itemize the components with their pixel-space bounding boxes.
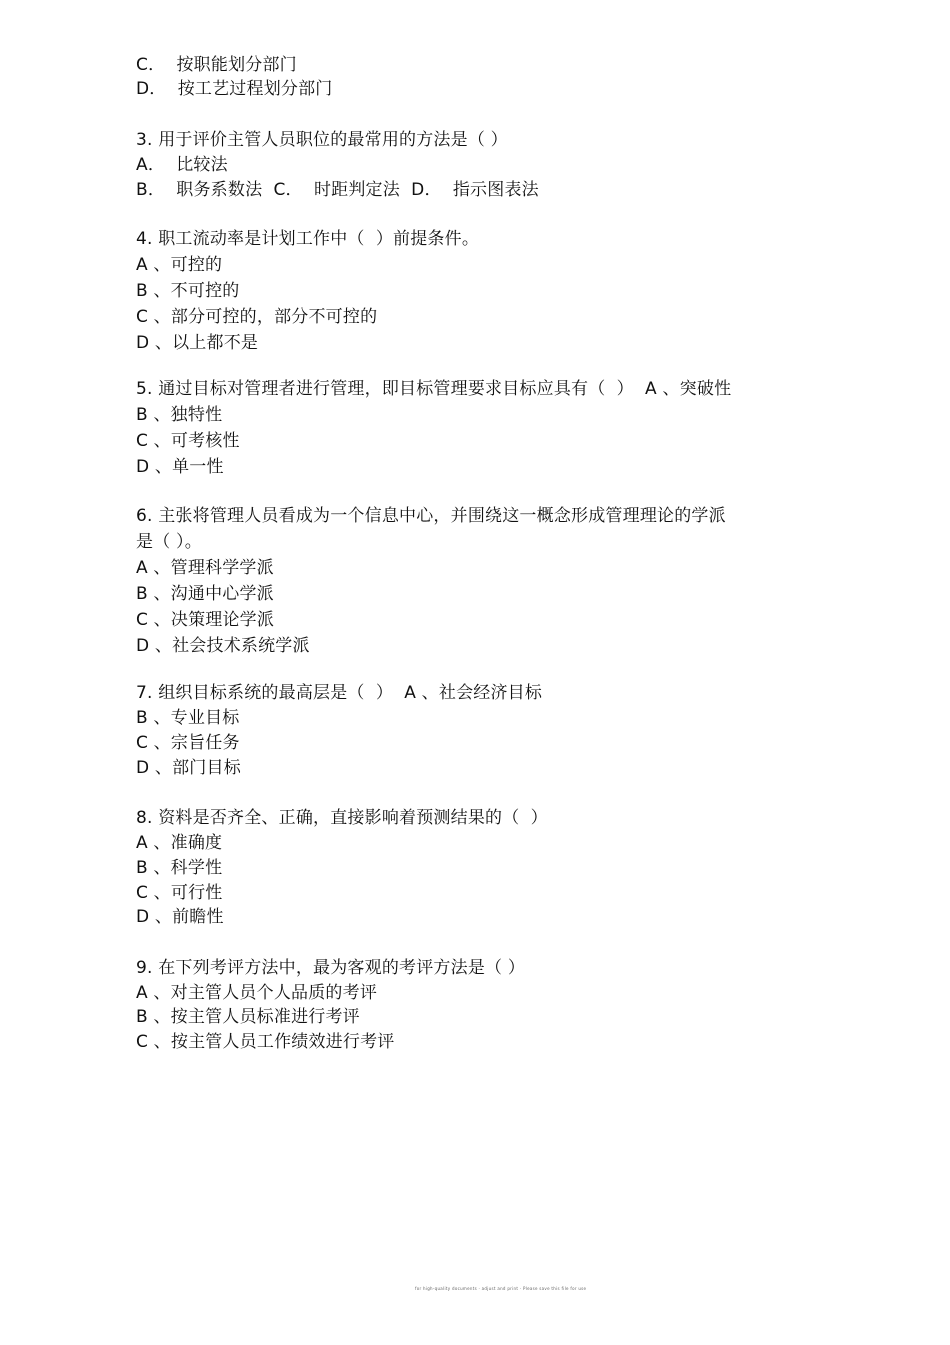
option-a-q4: A 、可控的 bbox=[136, 255, 223, 275]
option-c-q9: C 、按主管人员工作绩效进行考评 bbox=[136, 1032, 395, 1052]
option-d-q7: D 、部门目标 bbox=[136, 758, 241, 778]
question-9: 9. 在下列考评方法中，最为客观的考评方法是（ ） bbox=[136, 958, 526, 978]
option-b-q4: B 、不可控的 bbox=[136, 281, 240, 301]
option-c-q5: C 、可考核性 bbox=[136, 431, 240, 451]
option-d-q4: D 、以上都不是 bbox=[136, 333, 259, 353]
option-a-q6: A 、管理科学学派 bbox=[136, 558, 274, 578]
option-b-q6: B 、沟通中心学派 bbox=[136, 584, 274, 604]
options-bcd-q3: B． 职务系数法 C． 时距判定法 D． 指示图表法 bbox=[136, 180, 539, 200]
option-b-q7: B 、专业目标 bbox=[136, 708, 240, 728]
question-5: 5. 通过目标对管理者进行管理，即目标管理要求目标应具有（ ） A 、突破性 bbox=[136, 379, 732, 399]
question-7: 7. 组织目标系统的最高层是（ ） A 、社会经济目标 bbox=[136, 683, 543, 703]
option-c-q7: C 、宗旨任务 bbox=[136, 733, 240, 753]
option-a-q3: A． 比较法 bbox=[136, 155, 228, 175]
option-b-q9: B 、按主管人员标准进行考评 bbox=[136, 1007, 360, 1027]
question-8: 8. 资料是否齐全、正确，直接影响着预测结果的（ ） bbox=[136, 808, 548, 828]
option-b-q5: B 、独特性 bbox=[136, 405, 223, 425]
option-a-q8: A 、准确度 bbox=[136, 833, 223, 853]
option-d-q5: D 、单一性 bbox=[136, 457, 224, 477]
option-c-q4: C 、部分可控的，部分不可控的 bbox=[136, 307, 378, 327]
option-d-q8: D 、前瞻性 bbox=[136, 907, 224, 927]
question-6: 6. 主张将管理人员看成为一个信息中心，并围绕这一概念形成管理理论的学派 bbox=[136, 506, 726, 526]
option-a-q9: A 、对主管人员个人品质的考评 bbox=[136, 983, 378, 1003]
option-c-q6: C 、决策理论学派 bbox=[136, 610, 275, 630]
option-b-q8: B 、科学性 bbox=[136, 858, 223, 878]
option-c-q2: C． 按职能划分部门 bbox=[136, 55, 297, 75]
option-d-q2: D． 按工艺过程划分部门 bbox=[136, 79, 333, 99]
page-footer-note: for high-quality documents · adjust and print · Please save this file for use bbox=[415, 1286, 587, 1291]
option-c-q8: C 、可行性 bbox=[136, 883, 223, 903]
question-6-cont: 是（ ）。 bbox=[136, 532, 202, 552]
option-d-q6: D 、社会技术系统学派 bbox=[136, 636, 310, 656]
question-4: 4. 职工流动率是计划工作中（ ）前提条件。 bbox=[136, 229, 480, 249]
question-3: 3. 用于评价主管人员职位的最常用的方法是（ ） bbox=[136, 130, 508, 150]
